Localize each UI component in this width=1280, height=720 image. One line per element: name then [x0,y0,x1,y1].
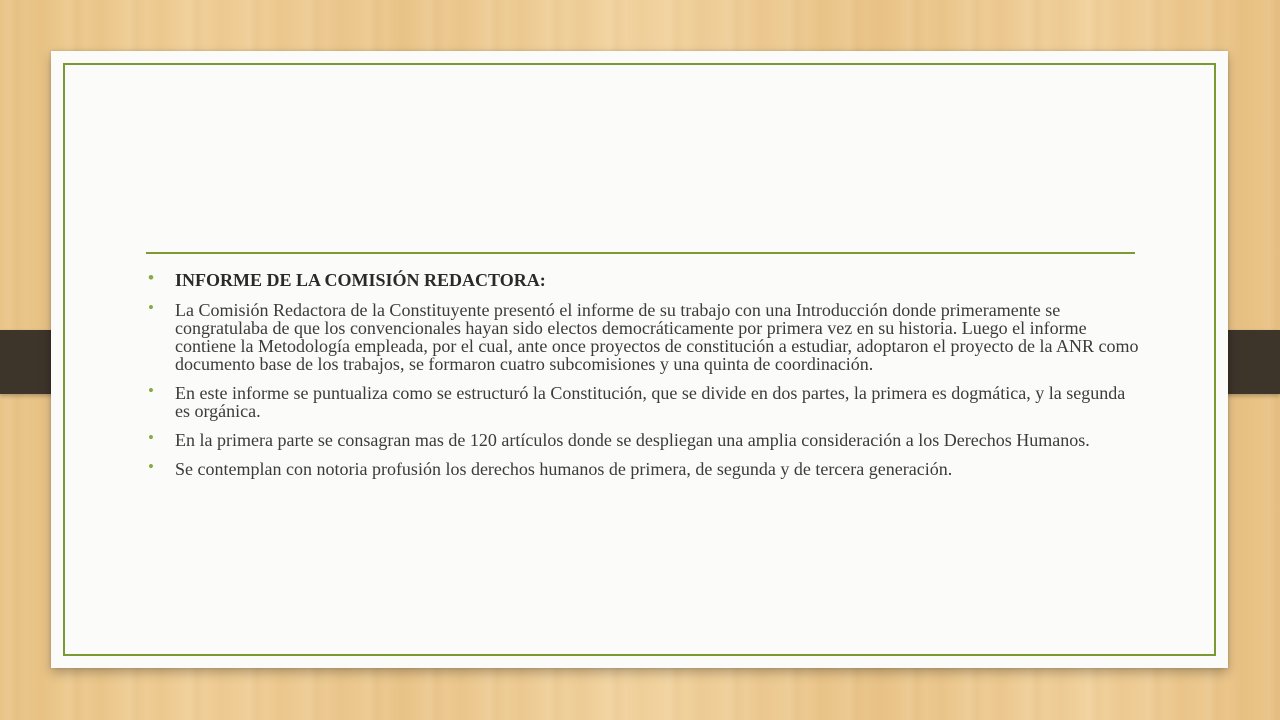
list-item [148,428,1143,450]
list-item [148,381,1143,421]
bullet-icon: • [148,381,154,400]
list-item [148,457,1143,479]
bullet-icon: • [148,457,154,476]
bullet-icon: • [148,298,154,317]
list-item-text: Se contemplan con notoria profusión los derechos humanos de primera, de segunda y de tercera generación. [175,459,953,479]
bullet-icon: • [148,268,154,287]
heading-text: INFORME DE LA COMISIÓN REDACTORA: [175,270,546,290]
bullet-icon: • [148,428,154,447]
list-item-heading [148,268,1143,290]
list-item-text: En este informe se puntualiza como se estructuró la Constitución, que se divide en dos partes, la primera es dogmática, y la segunda es orgánica. [175,383,1126,421]
list-item-text: En la primera parte se consagran mas de 120 artículos donde se despliegan una amplia consideración a los Derechos Humanos. [175,430,1090,450]
list-item-text: La Comisión Redactora de la Constituyente presentó el informe de su trabajo con una Introducción donde primeramente se congratulaba de que los convencionales hayan sido electos democráticamente por primera vez en su historia. Luego el informe contiene la Metodología empleada, por el cual, ante once proyectos de constitución a estudiar, adoptaron el proyecto de la ANR como documento base de los trabajos, se formaron cuatro subcomisiones y una quinta de coordinación. [175,300,1139,374]
title-divider [146,252,1135,254]
list-item [148,298,1143,374]
bullet-list [148,268,1143,489]
slide-card [51,51,1228,668]
